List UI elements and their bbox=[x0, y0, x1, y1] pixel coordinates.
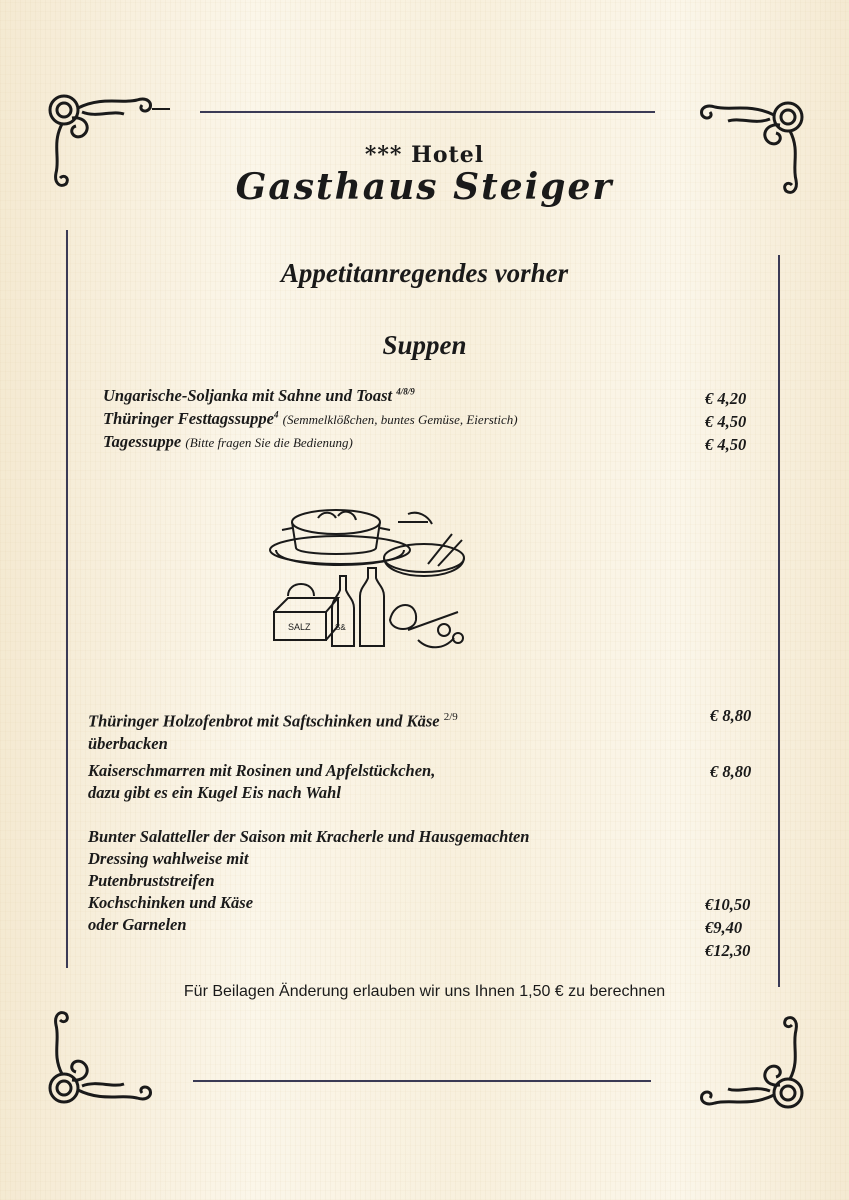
salad-price: €9,40 bbox=[705, 918, 743, 937]
allergen-note: 4/8/9 bbox=[396, 386, 415, 397]
allergen-note: 4 bbox=[274, 409, 279, 420]
top-rule bbox=[200, 111, 655, 113]
soup-price: € 4,20 bbox=[705, 389, 747, 408]
side-dish-note: Für Beilagen Änderung erlauben wir uns Ihnen 1,50 € zu berechnen bbox=[183, 983, 666, 1000]
dish-price: € 8,80 bbox=[710, 706, 752, 725]
soup-name: Ungarische-Soljanka mit Sahne und Toast bbox=[103, 386, 393, 405]
dish-item bbox=[88, 706, 458, 755]
right-rule bbox=[778, 255, 780, 987]
soup-note: (Bitte fragen Sie die Bedienung) bbox=[185, 435, 353, 450]
soup-name: Tagessuppe bbox=[103, 432, 182, 451]
soup-price: € 4,50 bbox=[705, 412, 747, 431]
illustration-label: SALZ bbox=[288, 622, 311, 632]
salad-line: Putenbruststreifen bbox=[88, 871, 215, 890]
dish-line: Kaiserschmarren mit Rosinen und Apfelstückchen, bbox=[88, 761, 436, 780]
bottom-rule bbox=[193, 1080, 651, 1082]
dish-line: überbacken bbox=[88, 733, 168, 753]
soup-price: € 4,50 bbox=[705, 435, 747, 454]
salad-line: oder Garnelen bbox=[88, 915, 187, 934]
illustration-label: S& bbox=[335, 623, 346, 632]
soup-name: Thüringer Festtagssuppe bbox=[103, 409, 274, 428]
salad-line: Kochschinken und Käse bbox=[88, 893, 254, 912]
allergen-note: 2/9 bbox=[443, 711, 458, 723]
dish-line: dazu gibt es ein Kugel Eis nach Wahl bbox=[88, 783, 341, 802]
salad-line: Bunter Salatteller der Saison mit Kracherle und Hausgemachten bbox=[88, 827, 530, 846]
salad-item bbox=[88, 826, 529, 936]
corner-ornament-bottom-right-icon bbox=[680, 1005, 810, 1115]
soup-item bbox=[103, 386, 415, 406]
dish-item bbox=[88, 760, 435, 804]
corner-ornament-bottom-left-icon bbox=[42, 1000, 172, 1110]
soup-note: (Semmelklößchen, buntes Gemüse, Eierstich) bbox=[282, 412, 518, 427]
soup-item bbox=[103, 409, 518, 429]
section-title: Appetitanregendes vorher bbox=[280, 258, 569, 288]
dish-price: € 8,80 bbox=[710, 762, 752, 781]
soups-title: Suppen bbox=[382, 330, 467, 360]
salad-price: €12,30 bbox=[705, 941, 751, 960]
soup-item bbox=[103, 432, 353, 452]
kitchen-still-life-icon bbox=[268, 500, 478, 660]
hotel-name: Gasthaus Steiger bbox=[235, 166, 614, 208]
salad-line: Dressing wahlweise mit bbox=[88, 849, 249, 868]
salad-price: €10,50 bbox=[705, 895, 751, 914]
hotel-stars-label: *** Hotel bbox=[364, 142, 485, 168]
dish-line: Thüringer Holzofenbrot mit Saftschinken und Käse bbox=[88, 711, 440, 731]
